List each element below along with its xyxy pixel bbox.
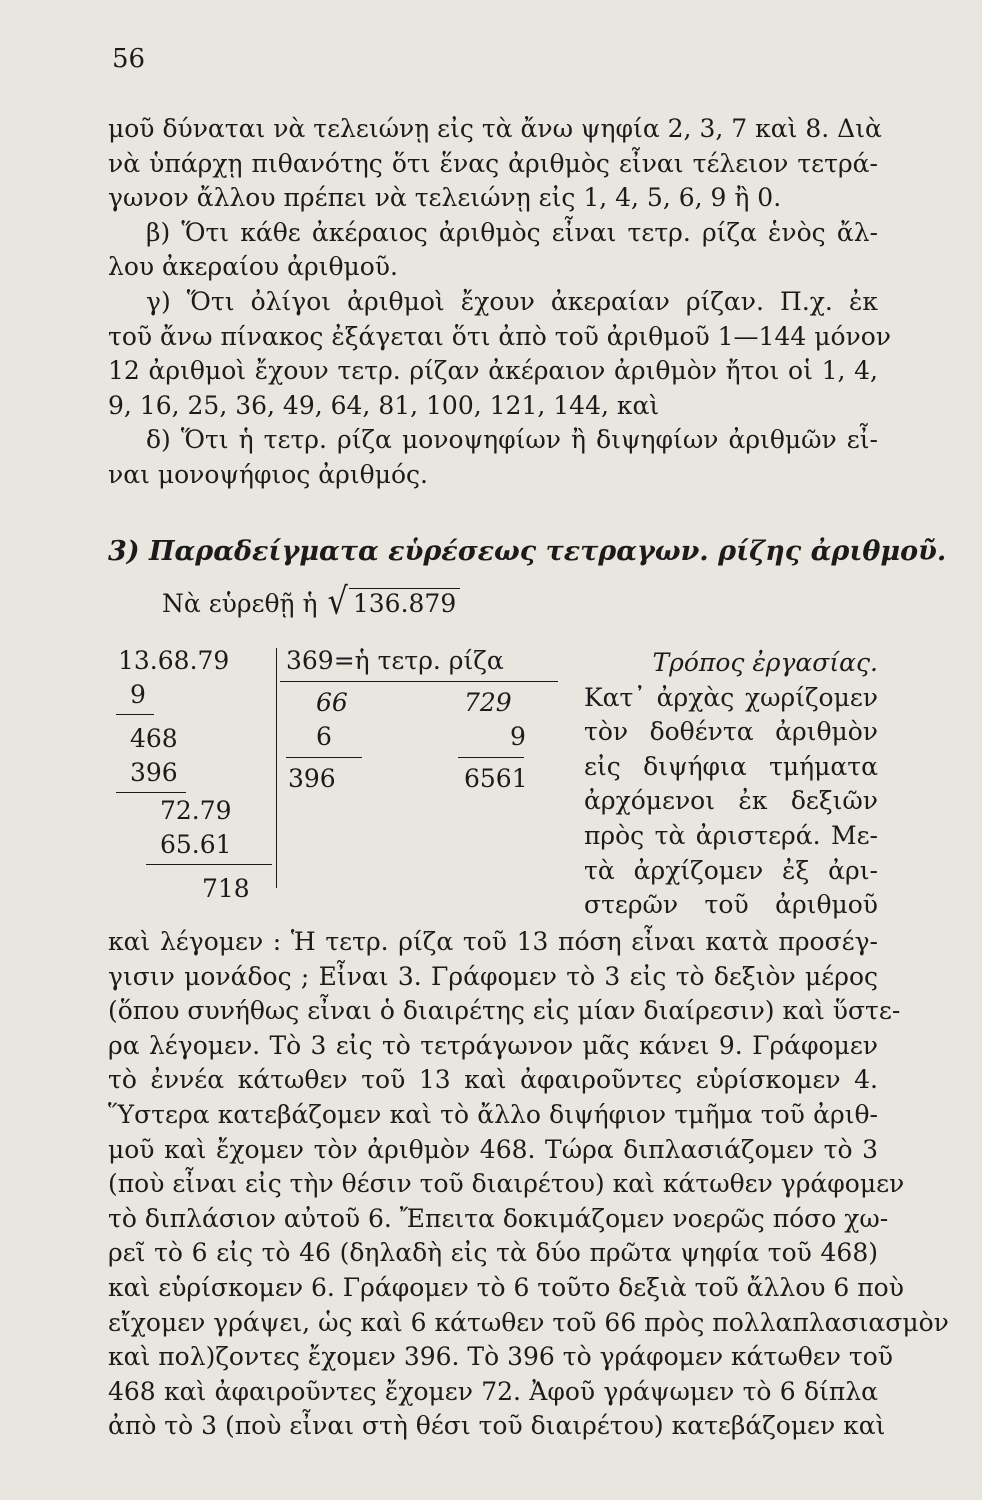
text-line: ἀπὸ τὸ 3 (ποὺ εἶναι στὴ θέσι τοῦ διαιρέτου) κατεβάζομεν καὶ [108, 1411, 886, 1441]
root-underline [280, 681, 558, 682]
section-heading: 3) Παραδείγματα εὑρέσεως τετραγων. ρίζης ἀριθμοῦ. [108, 536, 947, 567]
text-line: μοῦ δύναται νὰ τελειώνῃ εἰς τὰ ἄνω ψηφία 2, 3, 7 καὶ 8. Διὰ [108, 114, 882, 143]
text-line: Ὕστερα κατεβάζομεν καὶ τὸ ἄλλο διψήφιον τμῆμα τοῦ ἀριθ- [108, 1099, 878, 1129]
calc-value: 72.79 [160, 796, 232, 825]
calc-value: 6 [316, 722, 332, 751]
text-line: ρεῖ τὸ 6 εἰς τὸ 46 (δηλαδὴ εἰς τὰ δύο πρῶτα ψηφία τοῦ 468) [108, 1238, 878, 1268]
top-paragraphs [108, 112, 891, 493]
text-line: τὸ διπλάσιον αὐτοῦ 6. Ἔπειτα δοκιμάζομεν νοερῶς πόσο χω- [108, 1203, 889, 1233]
text-line: τὸν δοθέντα ἀριθμὸν [584, 717, 878, 747]
text-line: ἀρχόμενοι ἐκ δεξιῶν [584, 786, 878, 816]
text-line: ναι μονοψήφιος ἀριθμός. [108, 459, 428, 489]
text-line: 12 ἀριθμοὶ ἔχουν τετρ. ρίζαν ἀκέραιον ἀριθμὸν ἤτοι οἱ 1, 4, [108, 356, 878, 386]
text-line: β) Ὅτι κάθε ἀκέραιος ἀριθμὸς εἶναι τετρ. ρίζα ἑνὸς ἄλ- [146, 217, 878, 247]
radical-icon: √ [327, 579, 348, 623]
multiplication-line [458, 757, 524, 758]
text-line: 9, 16, 25, 36, 49, 64, 81, 100, 121, 144, καὶ [108, 390, 660, 420]
subtraction-line [116, 714, 154, 715]
find-text: Νὰ εὑρεθῇ ἡ [162, 589, 318, 618]
text-line: καὶ πολ)ζοντες ἔχομεν 396. Τὸ 396 τὸ γράφομεν κάτωθεν τοῦ [108, 1342, 893, 1372]
method-title: Τρόπος ἐργασίας. [652, 648, 878, 677]
text-line: εἴχομεν γράψει, ὡς καὶ 6 κάτωθεν τοῦ 66 πρὸς πολλαπλασιασμὸν [108, 1307, 949, 1337]
text-line: νὰ ὑπάρχῃ πιθανότης ὅτι ἕνας ἀριθμὸς εἶναι τέλειον τετρά- [108, 148, 878, 178]
text-line: τὸ ἐννέα κάτωθεν τοῦ 13 καὶ ἀφαιροῦντες εὑρίσκομεν 4. [108, 1065, 878, 1095]
calc-divider [276, 648, 277, 888]
root-label: 369=ἡ τετρ. ρίζα [286, 646, 504, 675]
bottom-paragraph [108, 925, 949, 1444]
text-line: 468 καὶ ἀφαιροῦντες ἔχομεν 72. Ἀφοῦ γράψωμεν τὸ 6 δίπλα [108, 1376, 878, 1406]
text-line: γισιν μονάδος ; Εἶναι 3. Γράφομεν τὸ 3 εἰς τὸ δεξιὸν μέρος [108, 961, 878, 991]
calc-value: 468 [130, 724, 178, 753]
subtraction-line [116, 792, 186, 793]
multiplication-line [286, 757, 362, 758]
text-line: Κατ᾿ ἀρχὰς χωρίζομεν [584, 682, 878, 712]
calc-value: 65.61 [160, 830, 232, 859]
calc-value: 396 [130, 758, 178, 787]
calc-value: 9 [510, 722, 526, 751]
method-explanation [584, 646, 878, 923]
calc-value: 6561 [464, 764, 528, 793]
text-line: (ποὺ εἶναι εἰς τὴν θέσιν τοῦ διαιρέτου) καὶ κάτωθεν γράφομεν [108, 1169, 905, 1199]
calc-value: 9 [130, 680, 146, 709]
subtraction-line [146, 864, 272, 865]
text-line: πρὸς τὰ ἀριστερά. Με- [584, 820, 878, 850]
text-line: καὶ εὑρίσκομεν 6. Γράφομεν τὸ 6 τοῦτο δεξιὰ τοῦ ἄλλου 6 ποὺ [108, 1272, 904, 1302]
calc-value: 66 [316, 688, 348, 717]
text-line: λου ἀκεραίου ἀριθμοῦ. [108, 252, 398, 282]
text-line: στερῶν τοῦ ἀριθμοῦ [584, 890, 878, 920]
text-line: ρα λέγομεν. Τὸ 3 εἰς τὸ τετράγωνον μᾶς κάνει 9. Γράφομεν [108, 1030, 878, 1060]
text-line: εἰς διψήφια τμήματα [584, 751, 878, 781]
square-root-expression [327, 579, 460, 623]
calc-value: 729 [464, 688, 512, 717]
text-line: τὰ ἀρχίζομεν ἐξ ἀρι- [584, 855, 878, 885]
text-line: γωνον ἄλλου πρέπει νὰ τελειώνῃ εἰς 1, 4, 5, 6, 9 ἢ 0. [108, 183, 782, 213]
text-line: καὶ λέγομεν : Ἡ τετρ. ρίζα τοῦ 13 πόση εἶναι κατὰ προσέγ- [108, 927, 878, 956]
text-line: μοῦ καὶ ἔχομεν τὸν ἀριθμὸν 468. Τώρα διπλασιάζομεν τὸ 3 [108, 1134, 878, 1164]
problem-statement [162, 579, 460, 623]
text-line: γ) Ὅτι ὀλίγοι ἀριθμοὶ ἔχουν ἀκεραίαν ρίζαν. Π.χ. ἐκ [146, 286, 878, 316]
text-line: (ὅπου συνήθως εἶναι ὁ διαιρέτης εἰς μίαν διαίρεσιν) καὶ ὕστε- [108, 996, 901, 1026]
text-line: τοῦ ἄνω πίνακος ἐξάγεται ὅτι ἀπὸ τοῦ ἀριθμοῦ 1—144 μόνον [108, 321, 891, 351]
page-number: 56 [112, 44, 146, 74]
text-line: δ) Ὅτι ἡ τετρ. ρίζα μονοψηφίων ἢ διψηφίων ἀριθμῶν εἶ- [146, 425, 878, 455]
calc-value: 718 [202, 874, 250, 903]
radicand: 136.879 [349, 588, 460, 618]
calc-value: 396 [288, 764, 336, 793]
calc-value: 13.68.79 [118, 646, 230, 675]
